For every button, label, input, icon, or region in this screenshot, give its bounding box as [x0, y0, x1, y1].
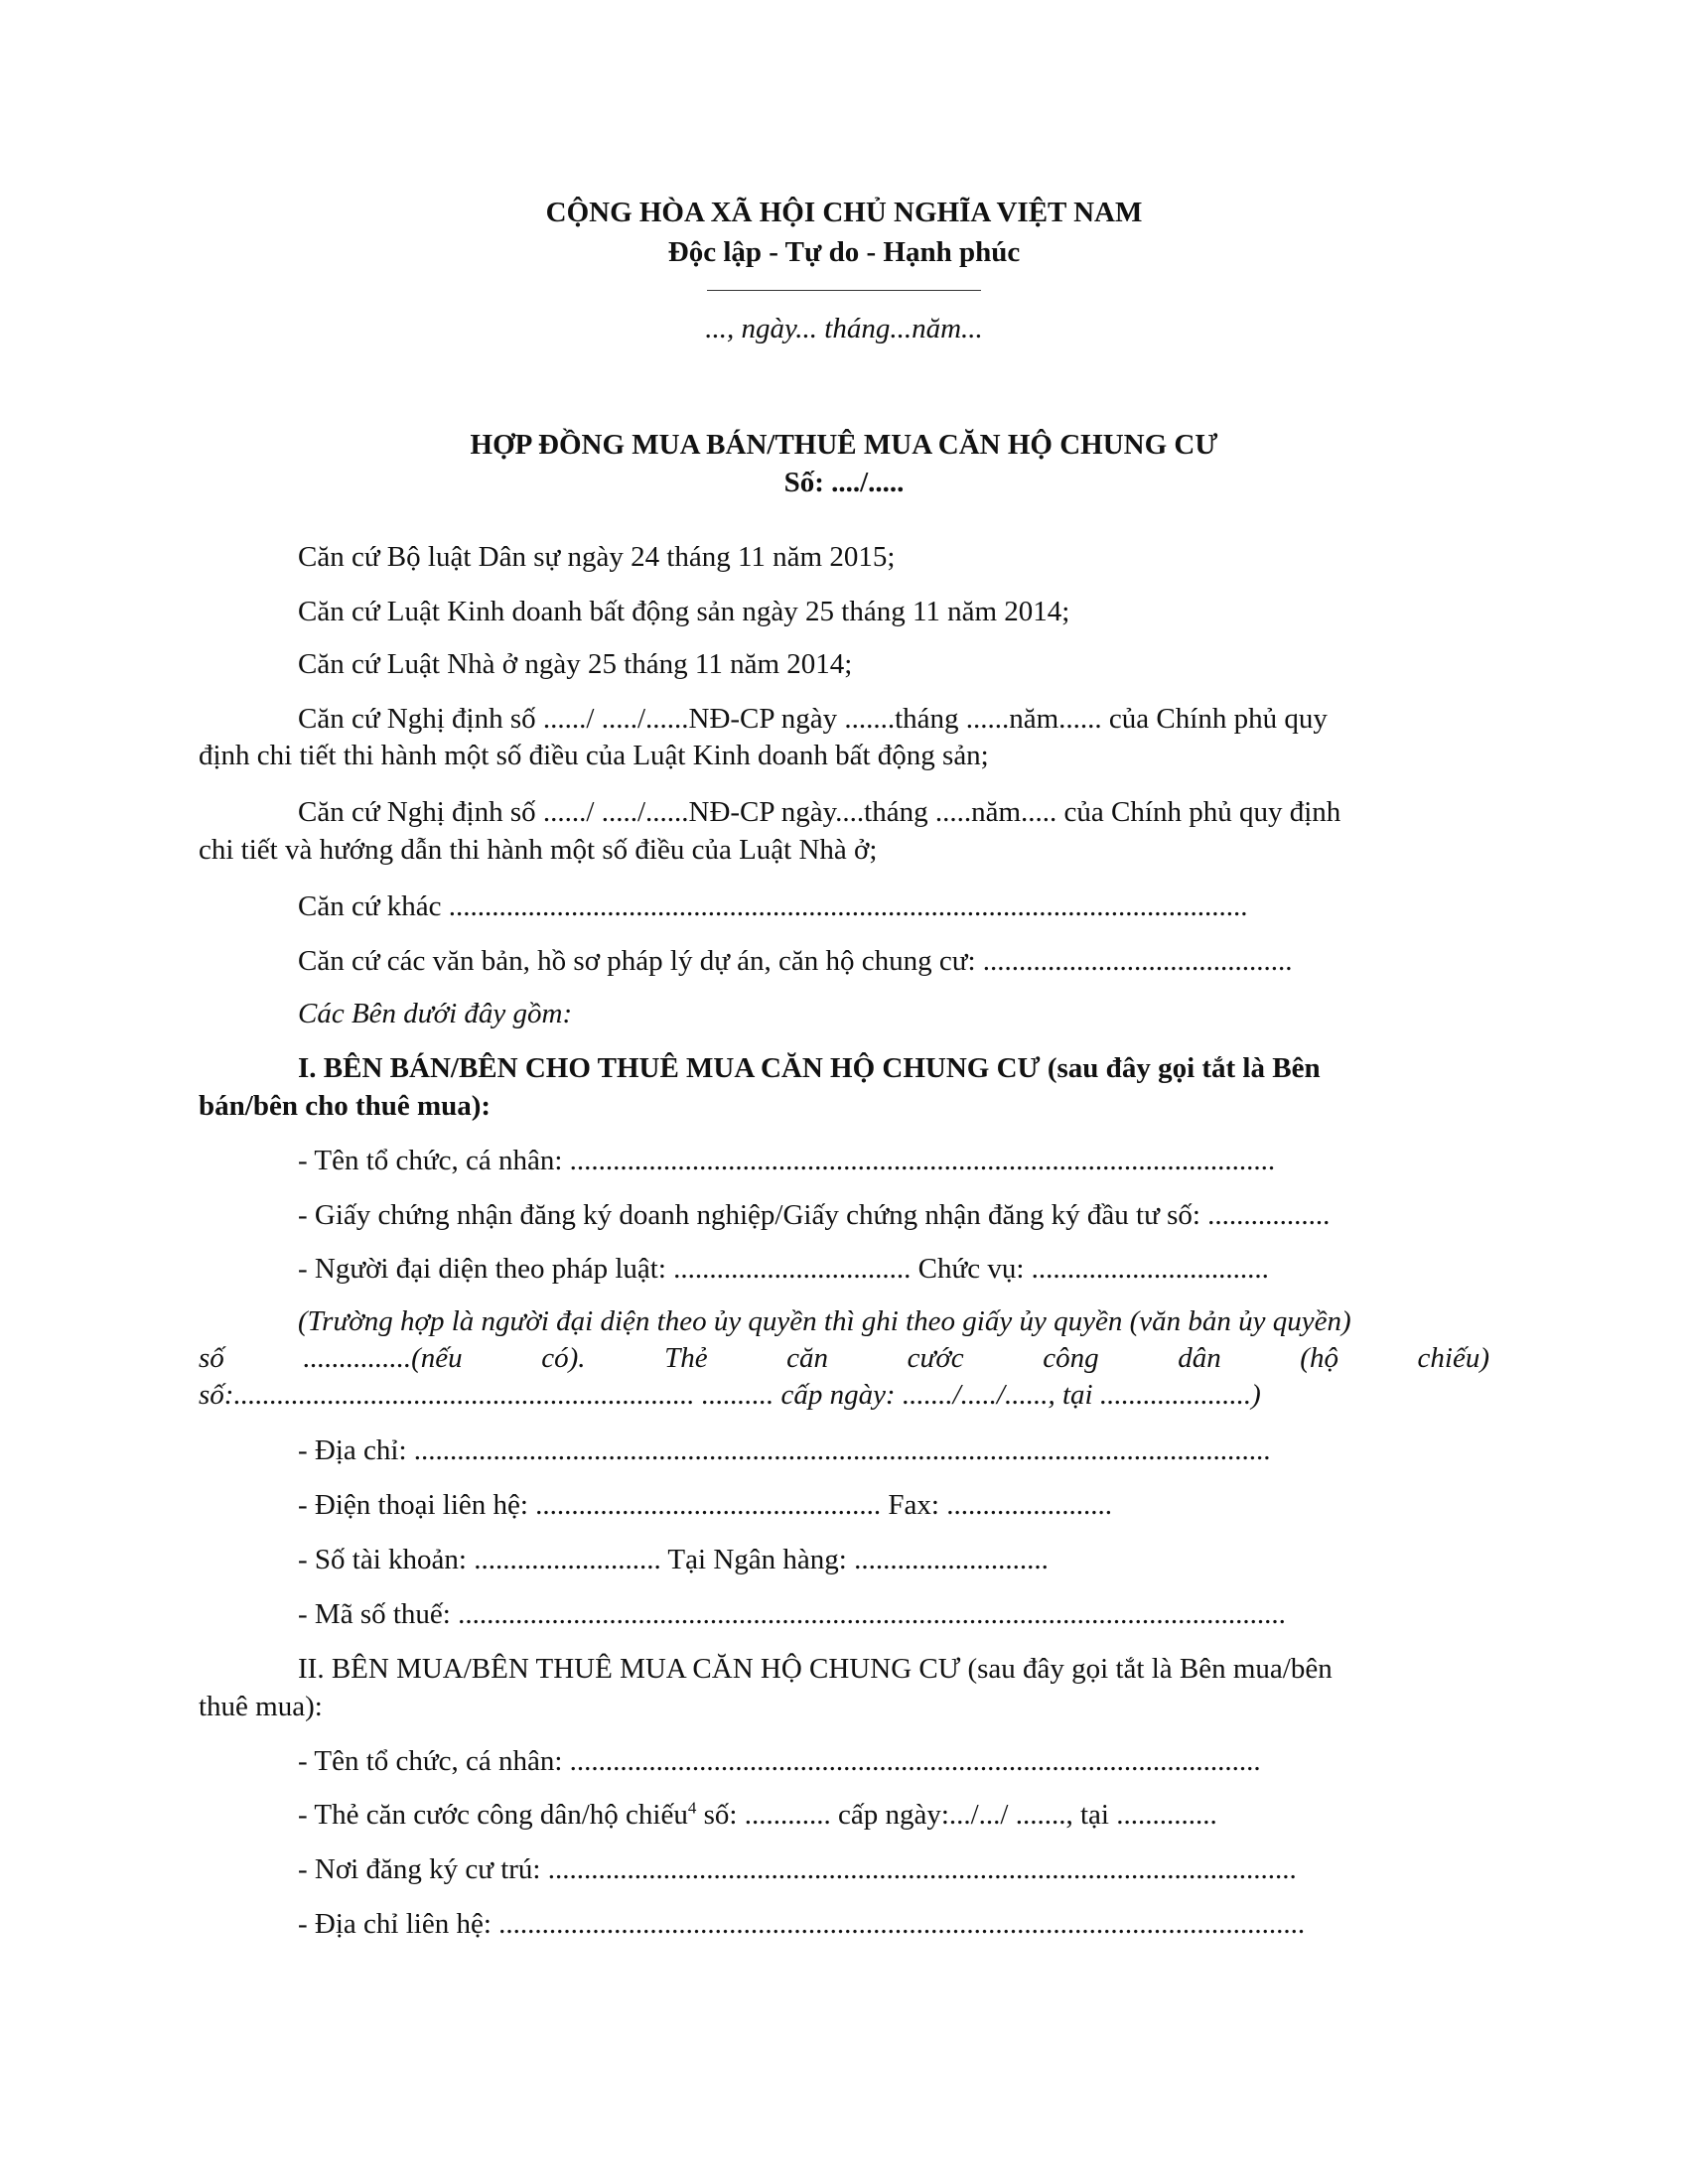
proxy-word: dân	[1178, 1342, 1221, 1374]
seller-tax-code: - Mã số thuế: ...................................................................................................................	[298, 1598, 1286, 1630]
buyer-heading-line2: thuê mua):	[199, 1691, 323, 1722]
contract-title: HỢP ĐỒNG MUA BÁN/THUÊ MUA CĂN HỘ CHUNG CƯ	[470, 429, 1218, 461]
buyer-contact-address: - Địa chỉ liên hệ: ................................................................................................................	[298, 1908, 1306, 1940]
footnote-marker: 4	[687, 1798, 697, 1818]
proxy-word: (hộ	[1300, 1342, 1338, 1374]
proxy-word: căn	[786, 1342, 829, 1374]
motto: Độc lập - Tự do - Hạnh phúc	[667, 236, 1021, 268]
proxy-word: công	[1043, 1342, 1099, 1374]
basis-real-estate-law: Căn cứ Luật Kinh doanh bất động sản ngày 25 tháng 11 năm 2014;	[298, 596, 1070, 627]
proxy-word: Thẻ	[664, 1342, 708, 1374]
decree1-line1: Căn cứ Nghị định số ....../ ...../......NĐ-CP ngày .......tháng ......năm...... của Chính phủ quy	[298, 703, 1328, 735]
proxy-word: cước	[907, 1342, 964, 1374]
contract-number: Số: ..../.....	[783, 467, 905, 498]
seller-address: - Địa chỉ: .......................................................................................................................	[298, 1434, 1271, 1466]
seller-representative: - Người đại diện theo pháp luật: ................................. Chức vụ: .................................	[298, 1253, 1269, 1285]
seller-bank: - Số tài khoản: .......................... Tại Ngân hàng: ...........................	[298, 1544, 1049, 1575]
seller-heading-line2: bán/bên cho thuê mua):	[199, 1090, 492, 1122]
decree2-line2: chi tiết và hướng dẫn thi hành một số điều của Luật Nhà ở;	[199, 834, 878, 866]
decree1-line2: định chi tiết thi hành một số điều của Luật Kinh doanh bất động sản;	[199, 740, 989, 771]
national-title: CỘNG HÒA XÃ HỘI CHỦ NGHĨA VIỆT NAM	[545, 197, 1143, 228]
date-line: ..., ngày... tháng...năm...	[705, 313, 983, 344]
buyer-id-suffix: số: ............ cấp ngày:.../.../ ......., tại ..............	[696, 1799, 1217, 1831]
proxy-note-line1: (Trường hợp là người đại diện theo ủy quyền thì ghi theo giấy ủy quyền (văn bản ủy quyền)	[298, 1305, 1351, 1337]
proxy-word: số	[199, 1342, 224, 1374]
header-divider	[707, 290, 981, 291]
basis-housing-law: Căn cứ Luật Nhà ở ngày 25 tháng 11 năm 2014;	[298, 648, 853, 680]
legal-docs: Căn cứ các văn bản, hồ sơ pháp lý dự án, căn hộ chung cư: ...........................................	[298, 945, 1293, 977]
buyer-id-card	[298, 1799, 1217, 1832]
proxy-word: có).	[541, 1342, 586, 1374]
buyer-heading-line1: II. BÊN MUA/BÊN THUÊ MUA CĂN HỘ CHUNG CƯ (sau đây gọi tắt là Bên mua/bên	[298, 1653, 1333, 1685]
seller-heading-line1: I. BÊN BÁN/BÊN CHO THUÊ MUA CĂN HỘ CHUNG CƯ (sau đây gọi tắt là Bên	[298, 1052, 1321, 1084]
proxy-note-line2	[199, 1342, 1489, 1375]
proxy-word: chiếu)	[1417, 1342, 1489, 1374]
seller-phone-fax: - Điện thoại liên hệ: ................................................ Fax: .......................	[298, 1489, 1112, 1521]
decree2-line1: Căn cứ Nghị định số ....../ ...../......NĐ-CP ngày....tháng .....năm..... của Chính phủ quy định	[298, 796, 1341, 828]
buyer-name: - Tên tổ chức, cá nhân: ................................................................................................	[298, 1745, 1261, 1777]
seller-name: - Tên tổ chức, cá nhân: ..................................................................................................	[298, 1145, 1276, 1176]
parties-intro: Các Bên dưới đây gồm:	[298, 998, 573, 1029]
proxy-note-line3: số:................................................................ .......... cấp ngày: ......./...../......, tại .....................)	[199, 1379, 1261, 1411]
seller-business-cert: - Giấy chứng nhận đăng ký doanh nghiệp/Giấy chứng nhận đăng ký đầu tư số: .................	[298, 1199, 1331, 1231]
buyer-id-prefix: - Thẻ căn cước công dân/hộ chiếu	[298, 1799, 688, 1831]
other-basis: Căn cứ khác ...............................................................................................................	[298, 890, 1248, 922]
basis-civil-code: Căn cứ Bộ luật Dân sự ngày 24 tháng 11 năm 2015;	[298, 541, 896, 573]
buyer-residence: - Nơi đăng ký cư trú: ........................................................................................................	[298, 1853, 1297, 1885]
proxy-word: ...............(nếu	[303, 1342, 463, 1374]
